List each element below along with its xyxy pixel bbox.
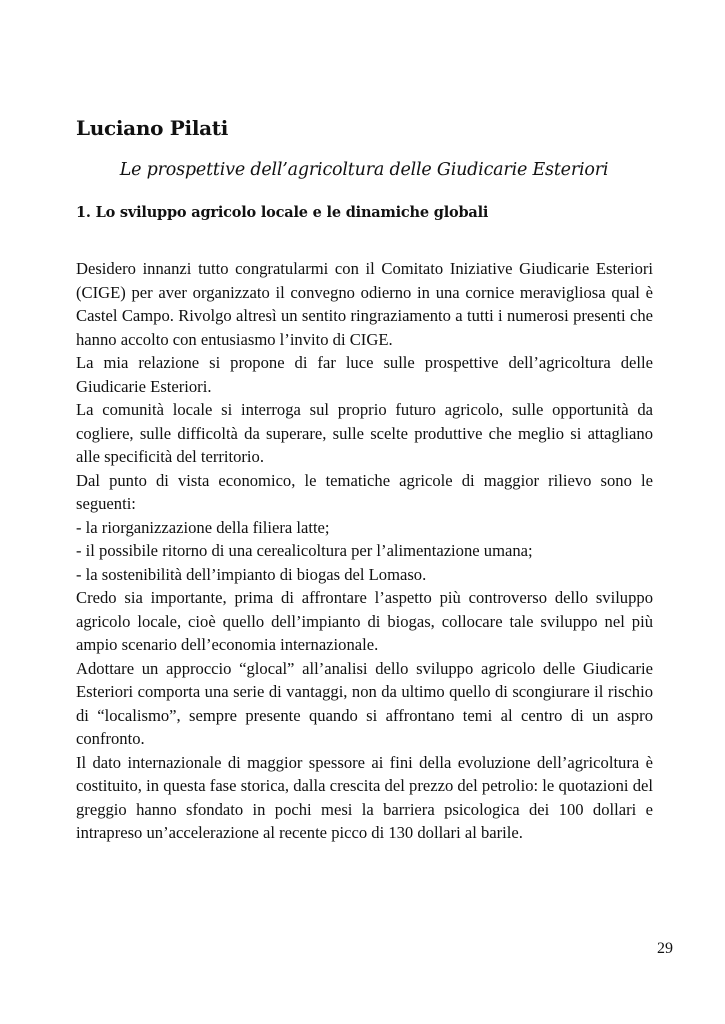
article-title: Le prospettive dell’agricoltura delle Giudicarie Esteriori: [119, 160, 609, 180]
list-item: - il possibile ritorno di una cerealicoltura per l’alimentazione umana;: [76, 541, 533, 560]
paragraph: Credo sia importante, prima di affrontare l’aspetto più controverso dello sviluppo agricolo locale, cioè quello dell’impianto di biogas, collocare tale sviluppo nel più ampio scenario dell’economia internazionale.: [76, 588, 653, 654]
paragraph: Il dato internazionale di maggior spessore ai fini della evoluzione dell’agricoltura è costituito, in questa fase storica, dalla crescita del prezzo del petrolio: le quotazioni del greggio hanno sfondato in pochi mesi la barriera psicologica dei 100 dollari e intrapreso un’accelerazione al recente picco di 130 dollari al barile.: [76, 752, 653, 842]
page-number: 29: [657, 940, 673, 957]
paragraph: Dal punto di vista economico, le tematiche agricole di maggior rilievo sono le seguenti:: [76, 470, 653, 513]
author-name: Luciano Pilati: [76, 116, 229, 140]
list-item: - la sostenibilità dell’impianto di biogas del Lomaso.: [76, 564, 427, 584]
section-heading: 1. Lo sviluppo agricolo locale e le dinamiche globali: [76, 204, 489, 221]
paragraph: Desidero innanzi tutto congratularmi con il Comitato Iniziative Giudicarie Esteriori (CIGE) per aver organizzato il convegno odierno in una cornice meravigliosa qual è Castel Campo. Rivolgo altresì un sentito ringraziamento a tutti i numerosi presenti che hanno accolto con entusiasmo l’invito di CIGE.: [76, 259, 653, 349]
list-item: - la riorganizzazione della filiera latte;: [76, 517, 330, 537]
paragraph: Adottare un approccio “glocal” all’analisi dello sviluppo agricolo delle Giudicarie Esteriori comporta una serie di vantaggi, non da ultimo quello di scongiurare il rischio di “localismo”, sempre presente quando si affrontano temi al centro di un aspro confronto.: [76, 658, 653, 748]
body-text: [76, 257, 653, 845]
paragraph: La mia relazione si propone di far luce sulle prospettive dell’agricoltura delle Giudicarie Esteriori.: [76, 353, 653, 396]
paragraph: La comunità locale si interroga sul proprio futuro agricolo, sulle opportunità da cogliere, sulle difficoltà da superare, sulle scelte produttive che meglio si attagliano alle specificità del territorio.: [76, 400, 653, 466]
